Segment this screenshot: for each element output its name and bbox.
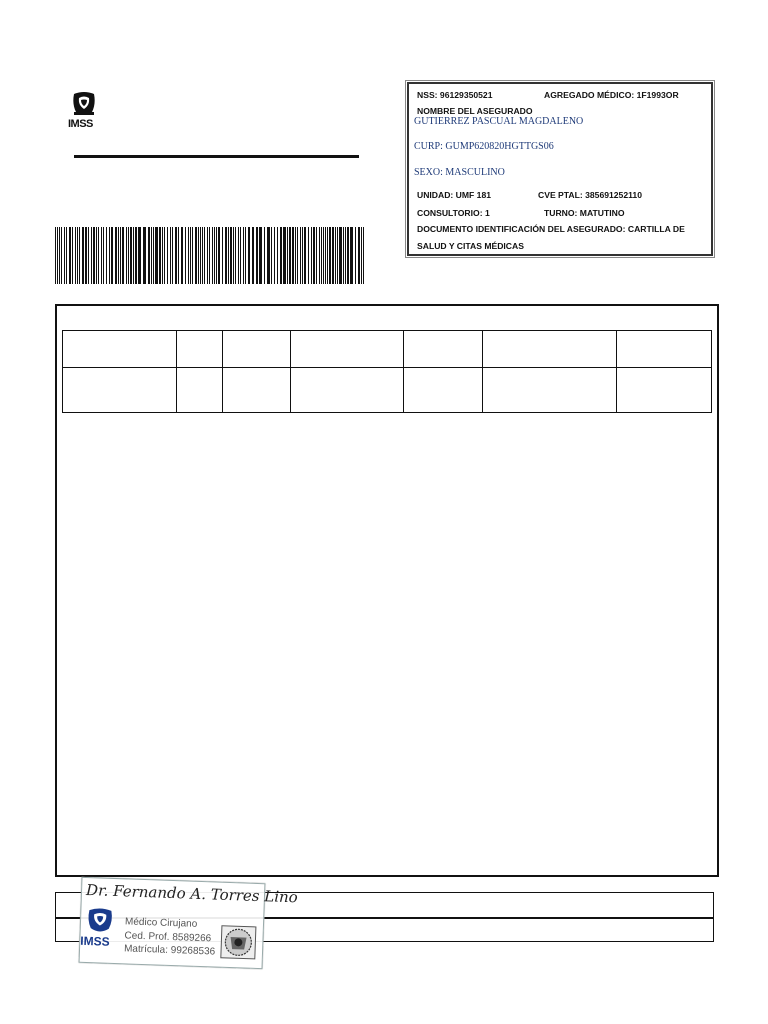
table-cell [404,331,483,368]
consultorio-text: CONSULTORIO: 1 [417,208,490,218]
documento-line-2: SALUD Y CITAS MÉDICAS [417,241,524,251]
doctor-stamp [79,877,299,969]
table-cell [176,368,222,413]
agregado-medico-text: AGREGADO MÉDICO: 1F1993OR [544,90,679,100]
turno-text: TURNO: MATUTINO [544,208,625,218]
nss-text: NSS: 96129350521 [417,90,493,100]
table-cell [63,331,177,368]
documento-line-1: DOCUMENTO IDENTIFICACIÓN DEL ASEGURADO: CARTILLA DE [417,224,685,234]
table-cell [222,368,290,413]
signature-line [74,155,359,158]
table-cell [617,368,712,413]
cve-ptal-text: CVE PTAL: 385691252110 [538,190,642,200]
nombre-label: NOMBRE DEL ASEGURADO [417,106,533,116]
table-cell [176,331,222,368]
table-cell [483,368,617,413]
stamp-imss-text: IMSS [80,933,110,949]
table-cell [290,331,404,368]
stamp-ced-prof: Ced. Prof. 8589266 [124,930,212,945]
table-cell [63,368,177,413]
unidad-text: UNIDAD: UMF 181 [417,190,492,200]
table-cell [290,368,404,413]
barcode [55,227,364,284]
curp-value: CURP: GUMP620820HGTTGS06 [414,141,554,152]
stamp-title: Médico Cirujano [124,916,198,930]
table-cell [404,368,483,413]
prescription-table [62,330,712,413]
table-row [63,368,712,413]
patient-info-box [407,82,713,256]
sexo-value: SEXO: MASCULINO [414,167,505,178]
table-cell [617,331,712,368]
imss-logo-text: IMSS [68,118,93,130]
university-seal-icon [220,925,257,960]
table-header-row [63,331,712,368]
stamp-matricula: Matrícula: 99268536 [123,943,216,958]
stamp-doctor-name: Dr. Fernando A. Torres Lino [85,880,299,907]
nombre-value: GUTIERREZ PASCUAL MAGDALENO [414,116,584,127]
table-cell [483,331,617,368]
table-cell [222,331,290,368]
